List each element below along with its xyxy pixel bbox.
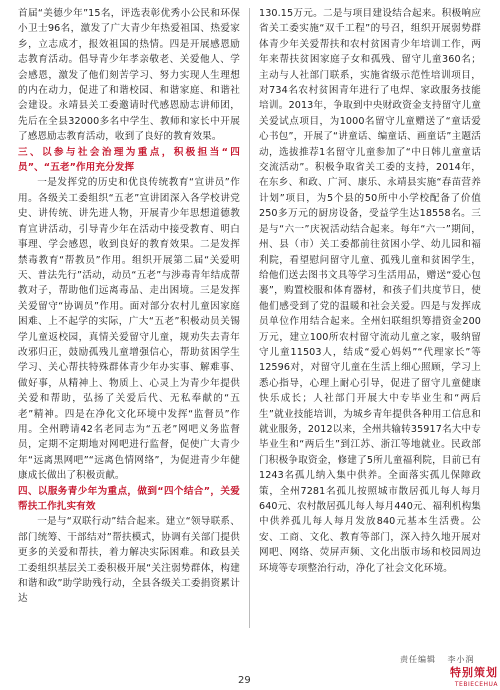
left-paragraph-1: 首届“美德少年”15名，评选表彰优秀小公民和环保小卫士96名，激发了广大青少年热爱祖国、热爱家乡，立志成才，报效祖国的热情。四是开展感恩励志教育活动。倡导青少年孝亲敬老、关爱他人、学会感恩，激发了他们刻苦学习、努力实现人生理想的内在动力，促进了和谐校园、和谐家庭、和谐社会建设。永靖县关工委邀请时代感恩励志讲师团，先后在全县32000多名中学生、教师和家长中开展了感恩励志教育活动，收到了良好的教育效果。 — [18, 8, 240, 143]
left-column — [18, 6, 240, 607]
brand-title: 特别策划 — [450, 666, 498, 679]
editor-label: 责任编辑 — [400, 655, 436, 664]
section-brand — [444, 664, 500, 688]
page-number: 29 — [238, 675, 251, 686]
editor-name: 李小润 — [447, 655, 475, 664]
right-column — [259, 6, 481, 576]
column-divider — [249, 8, 250, 628]
section-heading-3: 三、以参与社会治理为重点，积极担当“四员”、“五老”作用充分发挥 — [18, 146, 240, 174]
section-heading-4: 四、以服务青少年为重点，做到“四个结合”，关爱帮扶工作扎实有效 — [18, 485, 240, 512]
brand-subtitle: TEBIECEHUA — [454, 681, 498, 688]
right-paragraph-1: 130.15万元。二是与项目建设结合起来。积极响应省关工委实施“双千工程”的号召，组织开展弱势群体青少年关爱帮扶和农村贫困青少年培训工作，两年来帮扶贫困家庭子女和孤残、留守儿童360名；主动与人社部门联系，实施省级示范性培训项目，对734名农村贫困青年进行了电焊、家政服务技能培训。2013年，争取到中央财政资金支持留守儿童关爱试点项目，为1000名留守儿童赠送了“童话爱心书包”，开展了“讲童话、编童话、画童话”主题活动，选拔推荐1名留守儿童参加了“中日韩儿童童话交流活动”。积极争取省关工委的支持，2014年，在东乡、和政、广河、康乐、永靖县实施“春苗营养计划”项目，为5个县的50所中小学校配备了价值250多万元的厨房设备，受益学生达18558名。三是与“六一”庆祝活动结合起来。每年“六一”期间，州、县（市）关工委都前往贫困小学、幼儿园和福利院，看望慰问留守儿童、孤残儿童和贫困学生，给他们送去图书文具等学习生活用品，赠送“爱心包裹”，购置校服和体育器材，和孩子们共度节日，使他们感受到了党的温暖和社会关爱。四是与发挥成员单位作用结合起来。全州妇联组织筹措资金200万元，建立100所农村留守流动儿童之家，吸纳留守儿童11503人，结成“爱心妈妈”“代理家长”等12596对，对留守儿童在生活上细心照顾，学习上悉心指导，心理上耐心引导，促进了留守儿童健康快乐成长；人社部门开展大中专毕业生和“两后生”就业技能培训，为城乡青年提供各种用工信息和就业服务，2012以来，全州共输转35917名大中专毕业生和“两后生”到江苏、浙江等地就业。民政部门积极争取资金，修建了5所儿童福利院，目前已有1243名孤儿纳入集中供养。全面落实孤儿保障政策，全州7281名孤儿按照城市散居孤儿每人每月640元、农村散居孤儿每人每月440元、福利机构集中供养孤儿每人每月发放840元基本生活费。公安、工商、文化、教育等部门，深入持久地开展对网吧、网络、荧屏声频、文化出版市场和校园周边环境等专项整治行动，净化了社会文化环境。 — [259, 8, 481, 574]
left-paragraph-2: 一是发挥党的历史和优良传统教育“宣讲员”作用。各级关工委组织“五老”宣讲团深入各学校讲党史、讲传统、讲先进人物，开展青少年思想道德教育宣讲活动，引导青少年在活动中接受教育、明白事理、学会感恩，收到良好的教育效果。二是发挥禁毒教育“帮教员”作用。组织开展第二届“关爱明天、普法先行”活动，动员“五老”与涉毒青年结成帮教对子，帮助他们远离毒品、走出困境。三是发挥关爱留守“协调员”作用。面对部分农村儿童因家庭困难、上不起学的实际，广大“五老”积极动员关锡学儿童返校园，真情关爱留守儿童，规劝失去青年改邪归正，鼓励孤残儿童增强信心，帮助贫困学生学习、关心帮扶特殊群体青少年办实事、解难事、做好事，从精神上、物质上、心灵上为青少年提供关爱和帮助，弘扬了关爱后代、无私奉献的“五老”精神。四是在净化文化环境中发挥“监督员”作用。全州聘请42名老同志为“五老”网吧义务监督员，定期不定期地对网吧进行监督，促使广大青少年“远离黑网吧”“远离色情网络”，为促进青少年健康成长做出了积极贡献。 — [18, 177, 240, 482]
left-paragraph-3: 一是与“双联行动”结合起来。建立“领导联系、部门统筹、干部结对”帮扶模式，协调有关部门提供更多的关爱和帮扶，着力解决实际困难。和政县关工委组织基层关工委积极开展“关注弱势群体，构建和谐和政”助学助残行动，全县各级关工委捐资累计达 — [18, 516, 240, 605]
